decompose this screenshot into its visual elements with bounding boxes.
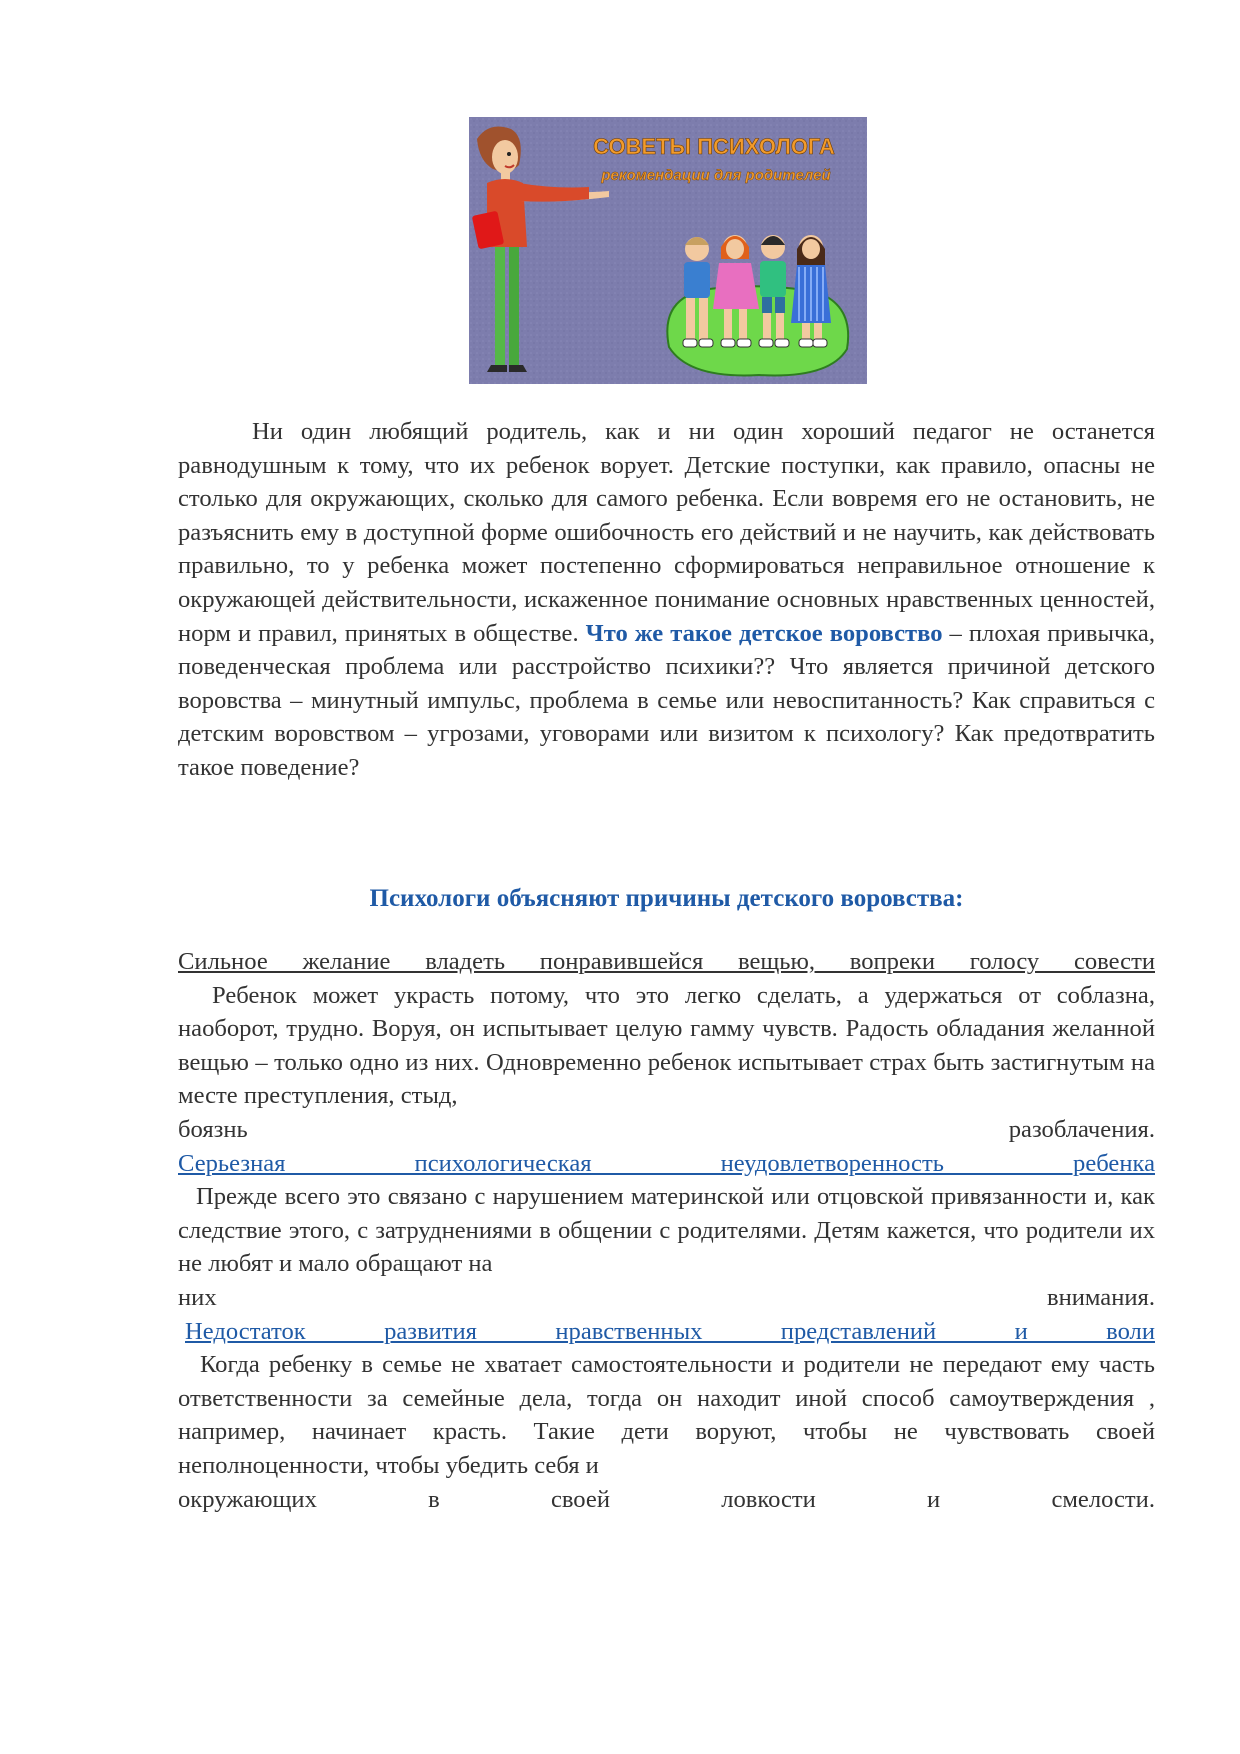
cause-body-1-end: боязнь разоблачения.	[178, 1115, 1155, 1143]
intro-text-part1: Ни один любящий родитель, как и ни один хороший педагог не останется равнодушным к тому, что их ребенок ворует. Детские поступки, как правило, опасны не столько для окружающих, сколько для самого ребенка. Если вовремя его не остановить, не разъяснить ему в доступной форме ошибочность его действий и не научить, как действовать правильно, то у ребенка может постепенно сформироваться неправильное отношение к окружающей действительности, искаженное понимание основных нравственных ценностей, норм и правил, принятых в обществе.	[178, 418, 1155, 647]
psychologist-advice-banner	[469, 117, 867, 384]
section-heading: Психологи объясняют причины детского воровства:	[369, 885, 964, 912]
banner-subtitle: рекомендации для родителей	[601, 167, 831, 184]
cause-title-1: Сильное желание владеть понравившейся вещью, вопреки голосу совести	[178, 948, 1155, 975]
cause-body-2-end: них внимания.	[178, 1283, 1155, 1311]
cause-body-3-end: окружающих в своей ловкости и смелости.	[178, 1485, 1155, 1513]
cause-body-1: Ребенок может украсть потому, что это легко сделать, а удержаться от соблазна, наоборот, трудно. Воруя, он испытывает целую гамму чувств. Радость обладания желанной вещью – только одно из них. Одновременно ребенок испытывает страх быть застигнутым на месте преступления, стыд,	[178, 981, 1155, 1110]
cause-title-2[interactable]: Серьезная психологическая неудовлетворенность ребенка	[178, 1149, 1155, 1177]
causes-list	[178, 945, 1155, 1516]
banner-title: СОВЕТЫ ПСИХОЛОГА	[593, 134, 835, 159]
intro-text-part2: – плохая привычка, поведенческая проблема или расстройство психики?? Что является причиной детского воровства – минутный импульс, проблема в семье или невоспитанность? Как справиться с детским воровством – угрозами, уговорами или визитом к психологу? Как предотвратить такое поведение?	[178, 619, 1155, 781]
cause-title-3[interactable]: Недостаток развития нравственных представлений и воли	[185, 1317, 1155, 1345]
intro-paragraph	[178, 415, 1155, 785]
intro-highlight-question: Что же такое детское воровство	[585, 619, 943, 647]
cause-body-2: Прежде всего это связано с нарушением материнской или отцовской привязанности и, как следствие этого, с затруднениями в общении с родителями. Детям кажется, что родители их не любят и мало обращают на	[178, 1183, 1155, 1278]
banner-illustration	[469, 117, 867, 384]
cause-body-3: Когда ребенку в семье не хватает самостоятельности и родители не передают ему часть ответственности за семейные дела, тогда он находит иной способ самоутверждения , например, начинает красть. Такие дети воруют, чтобы не чувствовать своей неполноценности, чтобы убедить себя и	[178, 1351, 1155, 1479]
